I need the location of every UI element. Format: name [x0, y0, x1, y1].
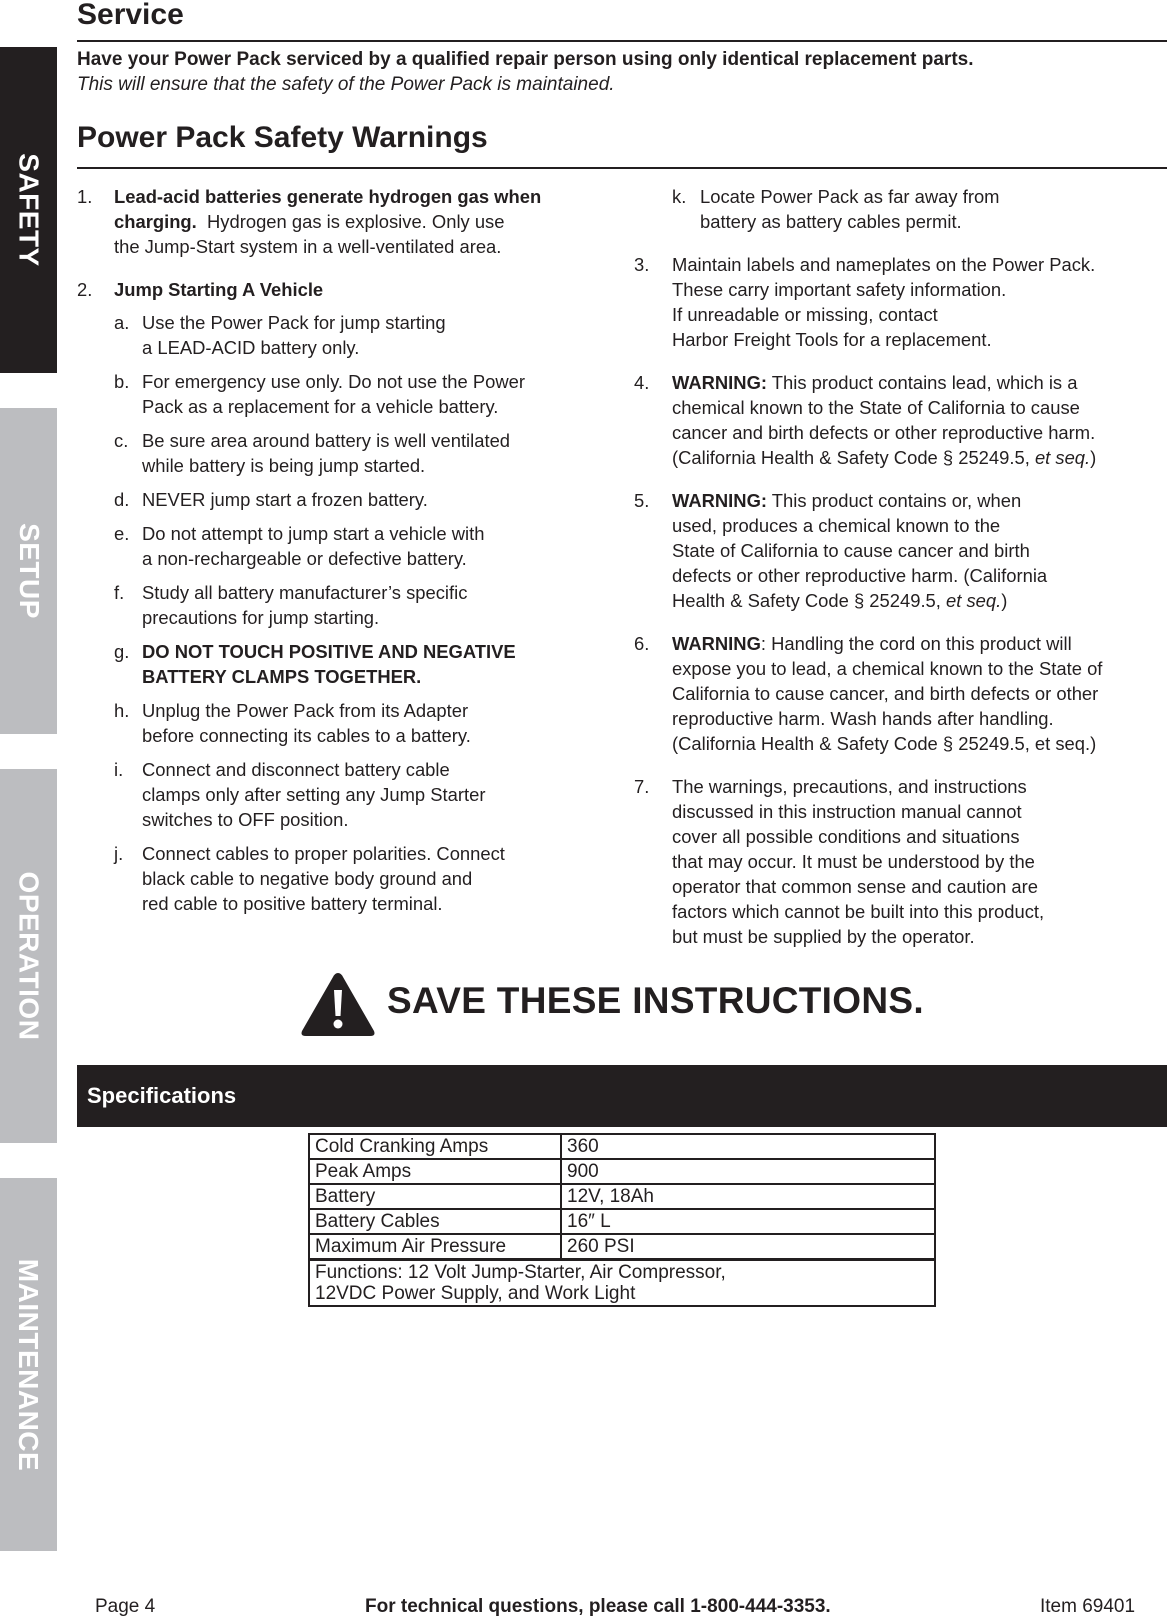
sub-h-line1: Unplug the Power Pack from its Adapter [142, 700, 469, 721]
sub-a-line1: Use the Power Pack for jump starting [142, 312, 446, 333]
item-number: 5. [634, 490, 650, 511]
spec-value: 16″ L [561, 1209, 935, 1234]
sub-i-line2: clamps only after setting any Jump Starter [142, 784, 486, 805]
service-rule [77, 40, 1167, 42]
item4-line4 [672, 445, 1166, 470]
item6-line1 [672, 631, 1166, 656]
warning-label: WARNING: [672, 372, 768, 393]
item5-line5 [672, 588, 1166, 613]
table-row [309, 1184, 935, 1209]
warning-item-5 [634, 488, 1166, 613]
item1-line3: the Jump-Start system in a well-ventilated area. [114, 236, 502, 257]
sub-marker: e. [114, 523, 130, 544]
item4-text: This product contains lead, which is a [771, 372, 1078, 393]
item5-close: ) [1001, 590, 1008, 611]
sub-b-line1: For emergency use only. Do not use the Power [142, 371, 525, 392]
sub-g-line2 [142, 664, 637, 689]
table-row-functions [309, 1260, 935, 1307]
tab-setup[interactable] [0, 408, 57, 734]
table-row [309, 1209, 935, 1234]
tab-safety-label: SAFETY [13, 153, 45, 267]
spec-key: Battery Cables [309, 1209, 561, 1234]
sub-marker: i. [114, 759, 124, 780]
table-row [309, 1159, 935, 1184]
spec-value: 360 [561, 1134, 935, 1159]
warning-item-2 [77, 277, 637, 916]
warnings-heading: Power Pack Safety Warnings [77, 121, 488, 154]
item5-line2: used, produces a chemical known to the [672, 515, 1001, 536]
spec-value: 900 [561, 1159, 935, 1184]
service-line-1: Have your Power Pack serviced by a qualified repair person using only identical replacement parts. [77, 49, 974, 70]
specifications-header [77, 1065, 1167, 1127]
item6-line2: expose you to lead, a chemical known to the State of [672, 658, 1103, 679]
warning-triangle-icon [300, 970, 376, 1038]
spec-value: 260 PSI [561, 1234, 935, 1260]
item1-text: Hydrogen gas is explosive. Only use [207, 211, 505, 232]
sub-marker: h. [114, 700, 130, 721]
spec-key: Peak Amps [309, 1159, 561, 1184]
warning-item-6 [634, 631, 1166, 756]
sub-d-line1: NEVER jump start a frozen battery. [142, 489, 428, 510]
table-row [309, 1234, 935, 1260]
item5-line1 [672, 488, 1166, 513]
item7-line3: cover all possible conditions and situations [672, 826, 1020, 847]
item7-line1: The warnings, precautions, and instructions [672, 776, 1027, 797]
item7-line7: but must be supplied by the operator. [672, 926, 975, 947]
sub-e-line1: Do not attempt to jump start a vehicle with [142, 523, 485, 544]
item3-line2: These carry important safety information. [672, 279, 1007, 300]
sub-item-d [114, 487, 637, 512]
item1-line2 [114, 209, 637, 234]
warnings-right-column [634, 184, 1166, 967]
item-number-footer: Item 69401 [1040, 1596, 1136, 1617]
item4-etseq: et seq. [1034, 447, 1091, 468]
sub-c-line1: Be sure area around battery is well ventilated [142, 430, 511, 451]
page-number: Page 4 [95, 1596, 156, 1617]
warnings-left-column [77, 184, 637, 925]
sub-j-line1: Connect cables to proper polarities. Connect [142, 843, 505, 864]
sub-marker: k. [672, 186, 687, 207]
sub-marker: f. [114, 582, 125, 603]
sub-item-g [114, 639, 637, 689]
sub-marker: b. [114, 371, 130, 392]
item7-line5: operator that common sense and caution are [672, 876, 1038, 897]
item-number: 3. [634, 254, 650, 275]
sub-j-line2: black cable to negative body ground and [142, 868, 473, 889]
sub-item-f [114, 580, 637, 630]
sub-i-line1: Connect and disconnect battery cable [142, 759, 450, 780]
specifications-title: Specifications [87, 1083, 237, 1108]
tech-support-text: For technical questions, please call 1-800-444-3353. [365, 1596, 831, 1617]
sub-item-c [114, 428, 637, 478]
item4-line2: chemical known to the State of California to cause [672, 397, 1080, 418]
item3-line4: Harbor Freight Tools for a replacement. [672, 329, 992, 350]
item6-line3: California to cause cancer, and birth defects or other [672, 683, 1099, 704]
warning-item-4 [634, 370, 1166, 470]
item5-text: This product contains or, when [771, 490, 1022, 511]
sub-j-line3: red cable to positive battery terminal. [142, 893, 443, 914]
sub-e-line2: a non-rechargeable or defective battery. [142, 548, 467, 569]
item7-line4: that may occur. It must be understood by the [672, 851, 1035, 872]
sub-c-line2: while battery is being jump started. [142, 455, 426, 476]
service-intro [77, 47, 974, 97]
item7-line2: discussed in this instruction manual cannot [672, 801, 1022, 822]
tab-setup-label: SETUP [13, 523, 45, 619]
tab-safety[interactable] [0, 47, 57, 373]
tab-operation-label: OPERATION [13, 871, 45, 1041]
tab-maintenance[interactable] [0, 1178, 57, 1551]
item5-etseq: et seq. [946, 590, 1002, 611]
item3-line3: If unreadable or missing, contact [672, 304, 938, 325]
item1-bold-2: charging. [114, 211, 197, 232]
sub-f-line1: Study all battery manufacturer’s specific [142, 582, 468, 603]
warning-label: WARNING [672, 633, 761, 654]
item6-line5: (California Health & Safety Code § 25249.5, et seq.) [672, 733, 1097, 754]
item4-line3: cancer and birth defects or other reproductive harm. [672, 422, 1096, 443]
item3-line1: Maintain labels and nameplates on the Power Pack. [672, 254, 1096, 275]
sub-item-e [114, 521, 637, 571]
sub-marker: c. [114, 430, 129, 451]
item-number: 1. [77, 186, 93, 207]
sub-marker: g. [114, 641, 130, 662]
sub-marker: d. [114, 489, 130, 510]
item-number: 2. [77, 279, 93, 300]
spec-value: 12V, 18Ah [561, 1184, 935, 1209]
service-line-2: This will ensure that the safety of the Power Pack is maintained. [77, 74, 615, 95]
sub-marker: a. [114, 312, 130, 333]
item5-line4: defects or other reproductive harm. (California [672, 565, 1048, 586]
sub-g-bold-1: DO NOT TOUCH POSITIVE AND NEGATIVE [142, 641, 516, 662]
tab-maintenance-label: MAINTENANCE [13, 1258, 45, 1471]
service-heading: Service [77, 0, 184, 31]
item4-line1 [672, 370, 1166, 395]
save-instructions-text: SAVE THESE INSTRUCTIONS. [387, 980, 924, 1021]
sub-i-line3: switches to OFF position. [142, 809, 349, 830]
sub-b-line2: Pack as a replacement for a vehicle battery. [142, 396, 499, 417]
table-row [309, 1134, 935, 1159]
item-number: 4. [634, 372, 650, 393]
sub-item-j [114, 841, 637, 916]
warning-label: WARNING: [672, 490, 768, 511]
sub-marker: j. [114, 843, 124, 864]
item4-close: ) [1090, 447, 1097, 468]
functions-line1: Functions: 12 Volt Jump-Starter, Air Compressor, [315, 1262, 726, 1283]
item1-line1 [114, 184, 637, 209]
item1-bold: Lead-acid batteries generate hydrogen gas when [114, 186, 542, 207]
spec-functions [309, 1260, 935, 1307]
warning-item-1 [77, 184, 637, 259]
sub-item-a [114, 310, 637, 360]
item2-title: Jump Starting A Vehicle [114, 279, 324, 300]
item6-text: : Handling the cord on this product will [760, 633, 1072, 654]
sub-g-line1 [142, 639, 637, 664]
sub-item-k [672, 184, 1166, 234]
sub-k-line2: battery as battery cables permit. [700, 211, 962, 232]
save-instructions-banner [300, 970, 980, 1042]
item5-line3: State of California to cause cancer and birth [672, 540, 1030, 561]
specifications-table [308, 1133, 936, 1307]
item6-line4: reproductive harm. Wash hands after handling. [672, 708, 1054, 729]
warning-item-3 [634, 252, 1166, 352]
sub-a-line2: a LEAD-ACID battery only. [142, 337, 360, 358]
sub-f-line2: precautions for jump starting. [142, 607, 380, 628]
sub-item-b [114, 369, 637, 419]
functions-line2: 12VDC Power Supply, and Work Light [315, 1283, 636, 1304]
item7-line6: factors which cannot be built into this product, [672, 901, 1045, 922]
item5-code: Health & Safety Code § 25249.5, [672, 590, 941, 611]
item-number: 7. [634, 776, 650, 797]
sub-h-line2: before connecting its cables to a battery. [142, 725, 471, 746]
item2-title-line [114, 277, 637, 302]
spec-key: Cold Cranking Amps [309, 1134, 561, 1159]
spec-key: Battery [309, 1184, 561, 1209]
sub-g-bold-2: BATTERY CLAMPS TOGETHER. [142, 666, 422, 687]
warning-item-7 [634, 774, 1166, 949]
sub-item-i [114, 757, 637, 832]
item4-code: (California Health & Safety Code § 25249.5, [672, 447, 1030, 468]
sub-item-h [114, 698, 637, 748]
tab-operation[interactable] [0, 769, 57, 1143]
sub-k-line1: Locate Power Pack as far away from [700, 186, 1000, 207]
spec-key: Maximum Air Pressure [309, 1234, 561, 1260]
item-number: 6. [634, 633, 650, 654]
warnings-rule [77, 167, 1167, 169]
